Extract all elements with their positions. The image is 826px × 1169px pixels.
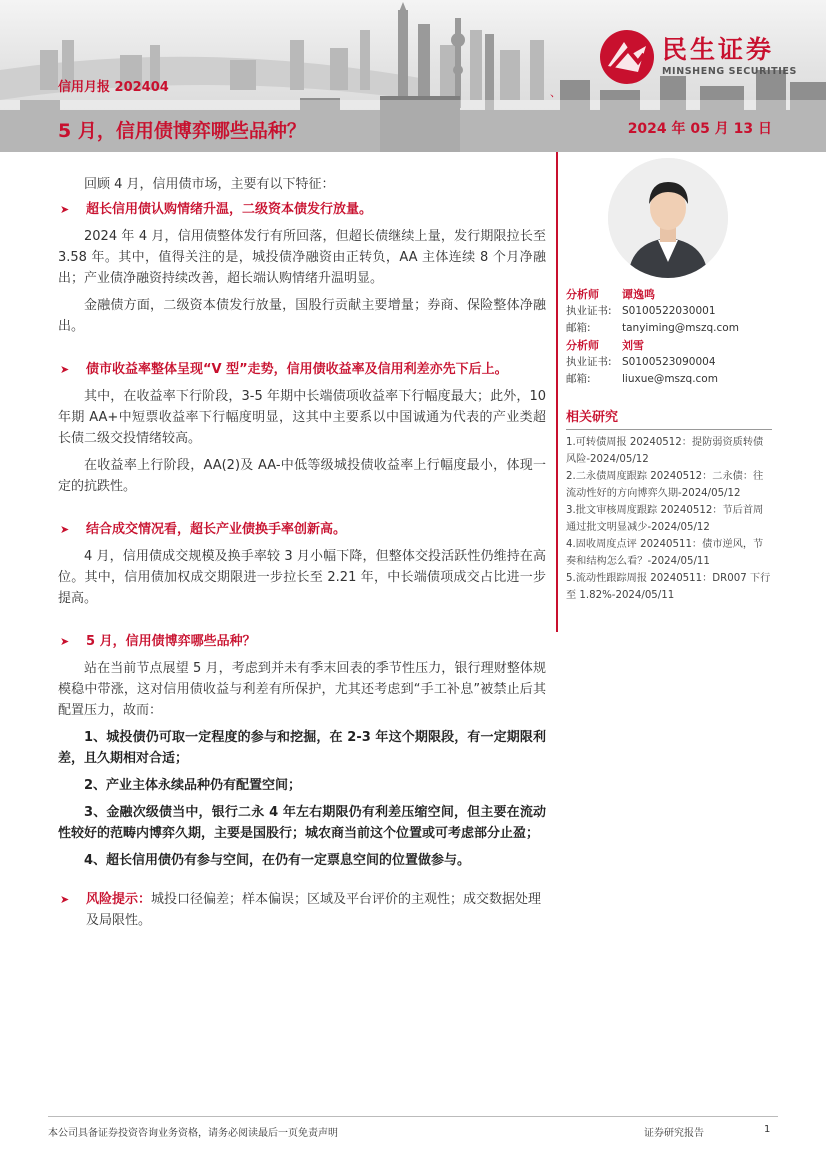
logo-chinese-name: 民生证券 — [662, 35, 775, 64]
risk-text: 城投口径偏差；样本偏误；区域及平台评价的主观性；成交数据处理及局限性。 — [86, 892, 542, 928]
analyst-info — [566, 286, 772, 388]
page-number: 1 — [764, 1124, 771, 1135]
main-content — [58, 174, 546, 931]
arrow-bullet-icon: ➤ — [60, 523, 70, 536]
related-research-link[interactable]: 4.固收周度点评 20240511：债市逆风，节奏和结构怎么看？-2024/05/11 — [566, 539, 764, 567]
logo-english-name: MINSHENG SECURITIES — [662, 66, 797, 77]
related-research-link[interactable]: 5.流动性跟踪周报 20240511：DR007 下行至 1.82%-2024/05/11 — [566, 573, 771, 601]
section-heading-text: 结合成交情况看，超长产业债换手率创新高。 — [86, 522, 347, 537]
analyst-1-name-row — [566, 286, 772, 303]
footer-divider — [48, 1116, 778, 1117]
arrow-bullet-icon: ➤ — [60, 203, 70, 216]
report-type: 信用月报 202404 — [58, 80, 169, 95]
role-label: 分析师 — [566, 288, 599, 301]
paragraph: 金融债方面，二级资本债发行放量，国股行贡献主要增量；券商、保险整体净融出。 — [58, 298, 546, 334]
related-research-link[interactable]: 2.二永债周度跟踪 20240512：二永债：往流动性好的方向博弈久期-2024/05/12 — [566, 471, 764, 499]
report-date: 2024 年 05 月 13 日 — [627, 121, 772, 137]
related-research-link[interactable]: 3.批文审核周度跟踪 20240512：节后首周通过批文明显减少-2024/05/12 — [566, 505, 764, 533]
cert-label: 执业证书: — [566, 305, 612, 317]
related-research-link[interactable]: 1.可转债周报 20240512：提防弱资质转债风险-2024/05/12 — [566, 437, 764, 465]
analyst-1-cert-row — [566, 303, 772, 320]
arrow-bullet-icon: ➤ — [60, 363, 70, 376]
analyst-name: 刘雪 — [622, 339, 644, 352]
section-heading-text: 超长信用债认购情绪升温，二级资本债发行放量。 — [86, 202, 373, 217]
bold-point-4: 4、超长信用债仍有参与空间，在仍有一定票息空间的位置做参与。 — [84, 853, 471, 868]
section-heading-3 — [58, 519, 546, 540]
analyst-photo — [608, 158, 728, 278]
email-label: 邮箱: — [566, 373, 591, 385]
section-heading-4 — [58, 631, 546, 652]
arrow-bullet-icon: ➤ — [60, 893, 70, 906]
vertical-divider — [556, 152, 558, 632]
analyst-1-email-row — [566, 320, 772, 337]
paragraph: 2024 年 4 月，信用债整体发行有所回落，但超长债继续上量，发行期限拉长至 3.58 年。其中，值得关注的是，城投债净融资由正转负，AA 主体连续 8 个月净融出；产业债净融资持续改善，超长端认购情绪升温明显。 — [58, 229, 546, 286]
risk-warning — [58, 889, 546, 931]
footer-disclaimer: 本公司具备证券投资咨询业务资格，请务必阅读最后一页免责声明 — [48, 1128, 338, 1139]
analyst-2-email-row — [566, 371, 772, 388]
bold-point-3: 3、金融次级债当中，银行二永 4 年左右期限仍有利差压缩空间，但主要在流动性较好的范畴内博弈久期，主要是国股行；城农商当前这个位置或可考虑部分止盈； — [58, 805, 546, 841]
paragraph: 4 月，信用债成交规模及换手率较 3 月小幅下降，但整体交投活跃性仍维持在高位。其中，信用债加权成交期限进一步拉长至 2.21 年，中长端债项成交占比进一步提高。 — [58, 549, 546, 606]
section-heading-text: 5 月，信用债博弈哪些品种？ — [86, 634, 256, 649]
header-banner — [0, 0, 826, 152]
section-heading-1 — [58, 199, 546, 220]
company-logo — [598, 24, 808, 88]
section-heading-2 — [58, 359, 546, 380]
risk-text-wrap — [86, 889, 546, 931]
bold-point-2: 2、产业主体永续品种仍有配置空间； — [84, 778, 302, 793]
analyst-portrait-image — [608, 158, 728, 278]
footer-report-kind: 证券研究报告 — [644, 1128, 704, 1139]
analyst-2-name-row — [566, 337, 772, 354]
cert-number: S0100523090004 — [622, 356, 716, 368]
related-research-title: 相关研究 — [566, 406, 772, 430]
email-label: 邮箱: — [566, 322, 591, 334]
related-research — [566, 406, 772, 604]
report-title: 5 月，信用债博弈哪些品种？ — [58, 120, 306, 142]
cert-number: S0100522030001 — [622, 305, 716, 317]
paragraph: 在收益率上行阶段，AA(2)及 AA-中低等级城投债收益率上行幅度最小，体现一定的抗跌性。 — [58, 458, 546, 494]
analyst-email-link[interactable]: liuxue@mszq.com — [622, 373, 718, 385]
paragraph: 其中，在收益率下行阶段，3-5 年期中长端债项收益率下行幅度最大；此外，10 年期 AA+中短票收益率下行幅度明显，这其中主要系以中国诚通为代表的产业类超长债二级交投情绪较高。 — [58, 389, 546, 446]
analyst-email-link[interactable]: tanyiming@mszq.com — [622, 322, 739, 334]
section-heading-text: 债市收益率整体呈现“V 型”走势，信用债收益率及信用利差亦先下后上。 — [86, 362, 508, 377]
arrow-bullet-icon: ➤ — [60, 635, 70, 648]
paragraph: 站在当前节点展望 5 月，考虑到并未有季末回表的季节性压力，银行理财整体规模稳中带涨，这对信用债收益与利差有所保护，尤其还考虑到“手工补息”被禁止后其配置压力，故而： — [58, 661, 546, 718]
risk-label: 风险提示： — [86, 892, 152, 907]
bold-point-1: 1、城投债仍可取一定程度的参与和挖掘，在 2-3 年这个期限段，有一定期限利差，且久期相对合适； — [58, 730, 546, 766]
analyst-name: 谭逸鸣 — [622, 288, 655, 301]
header-mark: 、 — [550, 86, 561, 99]
logo-mark-icon — [598, 28, 656, 86]
role-label: 分析师 — [566, 339, 599, 352]
analyst-2-cert-row — [566, 354, 772, 371]
cert-label: 执业证书: — [566, 356, 612, 368]
intro-paragraph: 回顾 4 月，信用债市场，主要有以下特征： — [84, 177, 335, 192]
